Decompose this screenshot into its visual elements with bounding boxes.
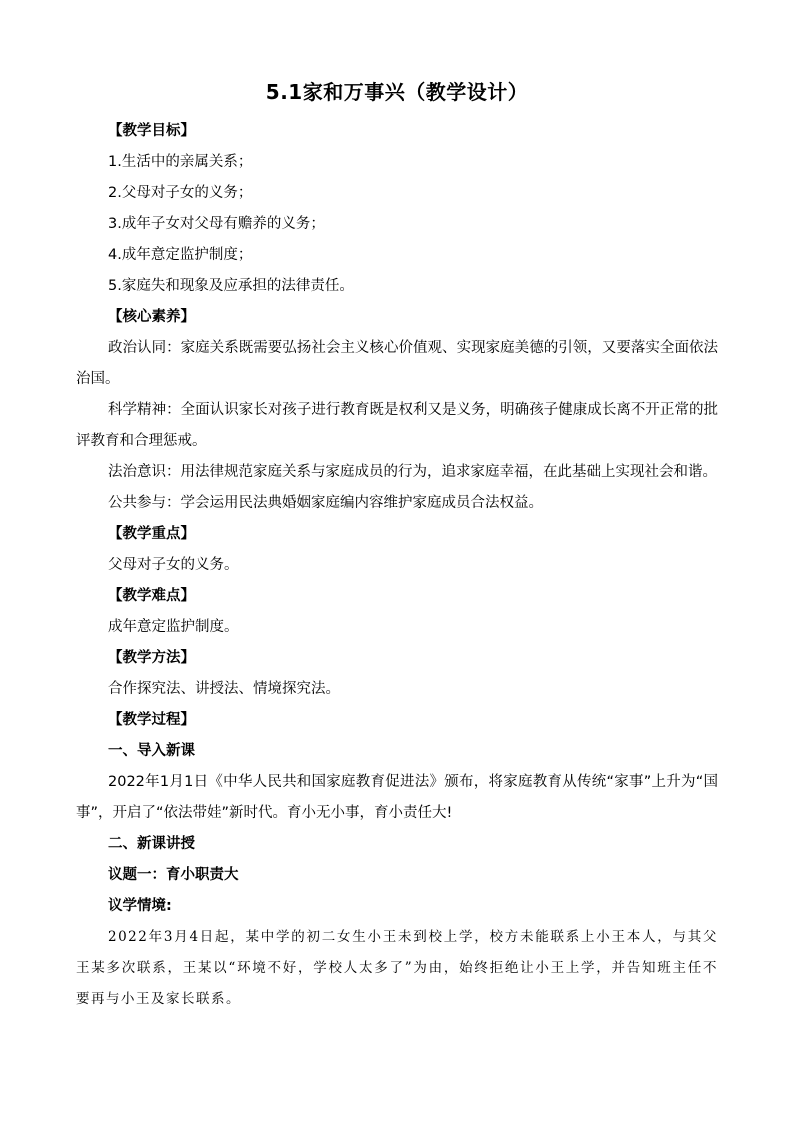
section2-heading: 二、新课讲授 xyxy=(108,836,195,852)
key-heading: 【教学重点】 xyxy=(108,526,195,542)
core-science: 科学精神：全面认识家长对孩子进行教育既是权利又是义务，明确孩子健康成长离不开正常的批评教育和合理惩戒。 xyxy=(76,402,718,449)
document-title: 5.1家和万事兴（教学设计） xyxy=(265,80,529,104)
difficult-heading: 【教学难点】 xyxy=(108,588,195,604)
core-law: 法治意识：用法律规范家庭关系与家庭成员的行为，追求家庭幸福，在此基础上实现社会和谐。 xyxy=(108,464,717,480)
key-text: 父母对子女的义务。 xyxy=(108,557,239,573)
process-heading: 【教学过程】 xyxy=(108,712,195,728)
core-public: 公共参与：学会运用民法典婚姻家庭编内容维护家庭成员合法权益。 xyxy=(108,495,543,511)
goal-item: 2.父母对子女的义务； xyxy=(108,185,253,201)
method-text: 合作探究法、讲授法、情境探究法。 xyxy=(108,681,340,697)
section1-text: 2022年1月1日《中华人民共和国家庭教育促进法》颁布，将家庭教育从传统“家事”上升为“国事”，开启了“依法带娃”新时代。育小无小事，育小责任大! xyxy=(76,774,718,821)
goal-item: 5.家庭失和现象及应承担的法律责任。 xyxy=(108,278,354,294)
core-heading: 【核心素养】 xyxy=(108,309,195,325)
document-body xyxy=(76,116,718,1015)
topic1-heading: 议题一：育小职责大 xyxy=(108,867,239,883)
goal-item: 4.成年意定监护制度； xyxy=(108,247,253,263)
section1-heading: 一、导入新课 xyxy=(108,743,195,759)
core-politics: 政治认同：家庭关系既需要弘扬社会主义核心价值观、实现家庭美德的引领，又要落实全面依法治国。 xyxy=(76,340,718,387)
goals-heading: 【教学目标】 xyxy=(108,123,195,139)
goal-item: 1.生活中的亲属关系； xyxy=(108,154,253,170)
difficult-text: 成年意定监护制度。 xyxy=(108,619,239,635)
scenario-heading: 议学情境: xyxy=(108,898,172,914)
method-heading: 【教学方法】 xyxy=(108,650,195,666)
goal-item: 3.成年子女对父母有赡养的义务； xyxy=(108,216,325,232)
scenario-text: 2022年3月4日起，某中学的初二女生小王未到校上学，校方未能联系上小王本人，与其父王某多次联系，王某以“环境不好，学校人太多了”为由，始终拒绝让小王上学，并告知班主任不要再与小王及家长联系。 xyxy=(76,929,718,1007)
